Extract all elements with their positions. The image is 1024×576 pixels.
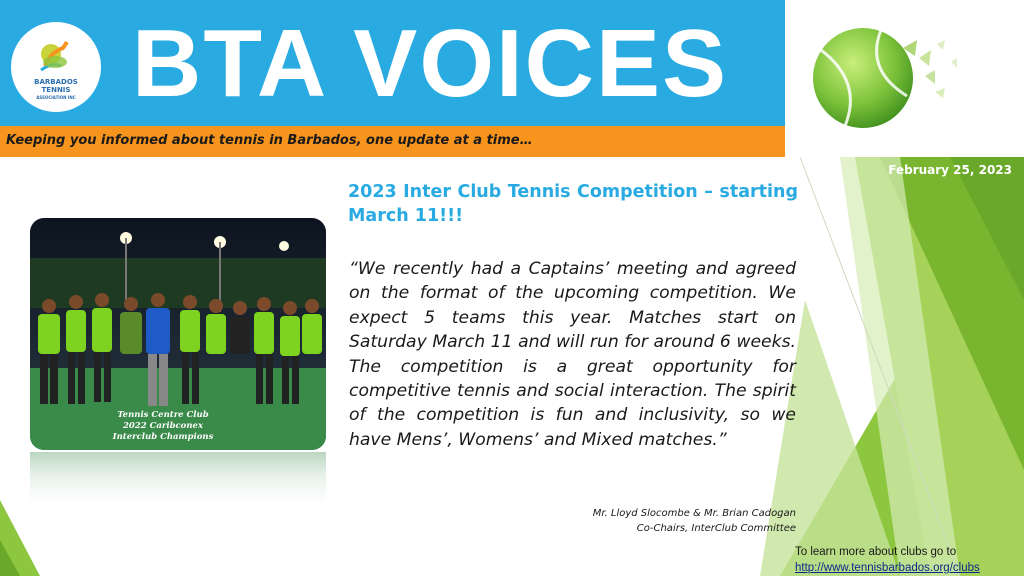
clubs-link[interactable]: http://www.tennisbarbados.org/clubs (795, 562, 980, 574)
bta-logo (11, 22, 101, 112)
attribution-role: Co-Chairs, InterClub Committee (636, 523, 796, 534)
photo-caption-line1: Tennis Centre Club (117, 410, 209, 420)
logo-text-line1: BARBADOS (34, 78, 78, 86)
logo-text-line2: TENNIS (41, 86, 71, 94)
photo-caption-line2: 2022 Caribconex (122, 421, 204, 431)
tagline: Keeping you informed about tennis in Barbados, one update at a time… (6, 133, 533, 148)
article-headline: 2023 Inter Club Tennis Competition – starting March 11!!! (348, 182, 798, 226)
photo-caption-line3: Interclub Champions (112, 432, 214, 442)
newsletter-title: BTA VOICES (132, 10, 729, 117)
tennis-ball-icon (785, 0, 1024, 157)
article-quote: “We recently had a Captains’ meeting and agreed on the format of the upcoming competition. We expect 5 teams this year. Matches start on Saturday March 11 and will run for around 6 weeks. The competition is a great opportunity for competitive tennis and social interaction. The spirit of the competition is fun and inclusivity, so we have Mens’, Womens’ and Mixed matches.” (349, 259, 796, 450)
logo-text-line3: ASSOCIATION INC (36, 95, 76, 100)
photo-caption (98, 410, 228, 443)
photo-reflection (30, 452, 326, 512)
quote-attribution (500, 506, 796, 536)
clubs-info (795, 544, 980, 576)
learn-more-text: To learn more about clubs go to (795, 546, 957, 558)
issue-date: February 25, 2023 (888, 163, 1012, 177)
attribution-names: Mr. Lloyd Slocombe & Mr. Brian Cadogan (592, 508, 796, 519)
tennis-ball-panel (785, 0, 1024, 157)
